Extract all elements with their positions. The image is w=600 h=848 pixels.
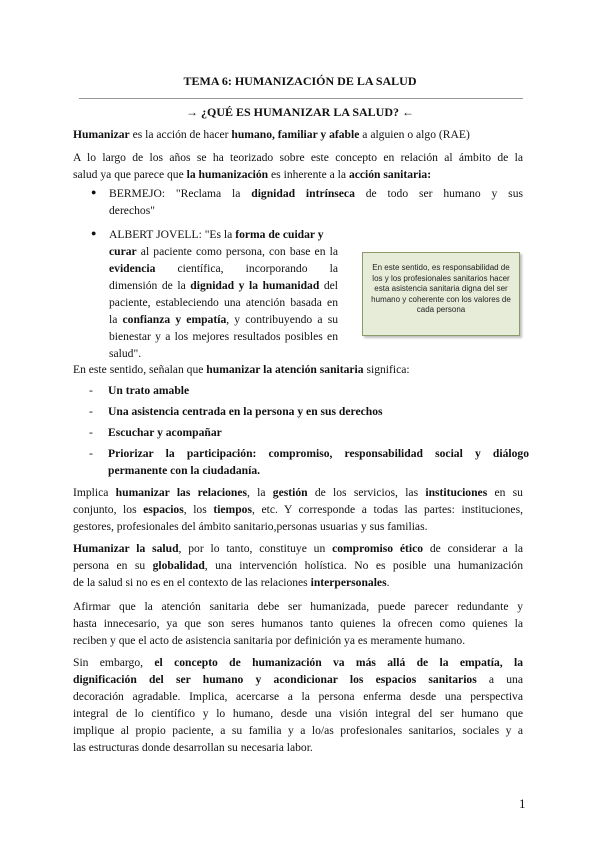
paragraph-sin-embargo: Sin embargo, el concepto de humanización va más allá de la empatía, la dignificación del ser humano y acondicionar los espacios sanitarios a una decoración agradable. Implica, acercarse a la persona enferma desde una perspectiva integral de lo científico y lo humano, desde una visión integral del ser humano que implique al propio paciente, a su familia y a lo/as profesionales sanitarios, sociales y a las estructuras donde desarrollan su necesaria labor. — [73, 656, 524, 754]
bullet-icon: ● — [91, 228, 97, 238]
paragraph-meaning: En este sentido, señalan que humanizar la atención sanitaria significa: — [73, 363, 410, 376]
callout-box: En este sentido, es responsabilidad de los y los profesionales sanitarios hacer esta asistencia sanitaria digna del ser humano y coherente con los valores de cada persona — [362, 252, 520, 336]
list-item: - Priorizar la participación: compromiso, responsabilidad social y diálogo permanente con la ciudadanía. — [89, 447, 529, 477]
page-number: 1 — [519, 796, 526, 811]
bullet-jovell: ALBERT JOVELL: "Es la forma de cuidar y curar al paciente como persona, con base en la evidencia científica, incorporando la dimensión de la dignidad y la humanidad del paciente, estableciendo una atención basada en la confianza y empatía, y contribuyendo a su bienestar y a los mejores resultados posibles en salud". — [109, 228, 339, 360]
list-item: - Un trato amable — [89, 384, 190, 397]
list-item: - Escuchar y acompañar — [89, 426, 222, 439]
paragraph-compromiso: Humanizar la salud, por lo tanto, constituye un compromiso ético de considerar a la persona en su globalidad, una intervención holística. No es posible una humanización de la salud si no es en el contexto de las relaciones interpersonales. — [73, 542, 523, 589]
paragraph-intro: A lo largo de los años se ha teorizado sobre este concepto en relación al ámbito de la salud ya que parece que la humanización es inherente a la acción sanitaria: — [73, 151, 523, 181]
section-heading: → ¿QUÉ ES HUMANIZAR LA SALUD? ← — [185, 105, 415, 119]
bullet-bermejo: BERMEJO: "Reclama la dignidad intrínseca de todo ser humano y sus derechos" — [109, 187, 523, 217]
paragraph-implica: Implica humanizar las relaciones, la gestión de los servicios, las instituciones en su conjunto, los espacios, los tiempos, etc. Y corresponde a todas las partes: instituciones, gestores, profesionales del ámbito sanitario,personas usuarias y sus familias. — [73, 486, 523, 533]
bullet-icon: ● — [91, 187, 97, 197]
paragraph-afirmar: Afirmar que la atención sanitaria debe ser humanizada, puede parecer redundante y hasta innecesario, ya que son seres humanos tanto quienes la ofrecen como quienes la reciben y que el acto de asistencia sanitaria por definición ya es meramente humano. — [73, 600, 523, 647]
list-item: - Una asistencia centrada en la persona y en sus derechos — [89, 405, 383, 418]
title-divider — [79, 98, 523, 99]
bold-term: Humanizar — [73, 128, 130, 141]
paragraph-definition: Humanizar es la acción de hacer humano, familiar y afable a alguien o algo (RAE) — [73, 128, 470, 141]
document-title: TEMA 6: HUMANIZACIÓN DE LA SALUD — [183, 74, 417, 88]
